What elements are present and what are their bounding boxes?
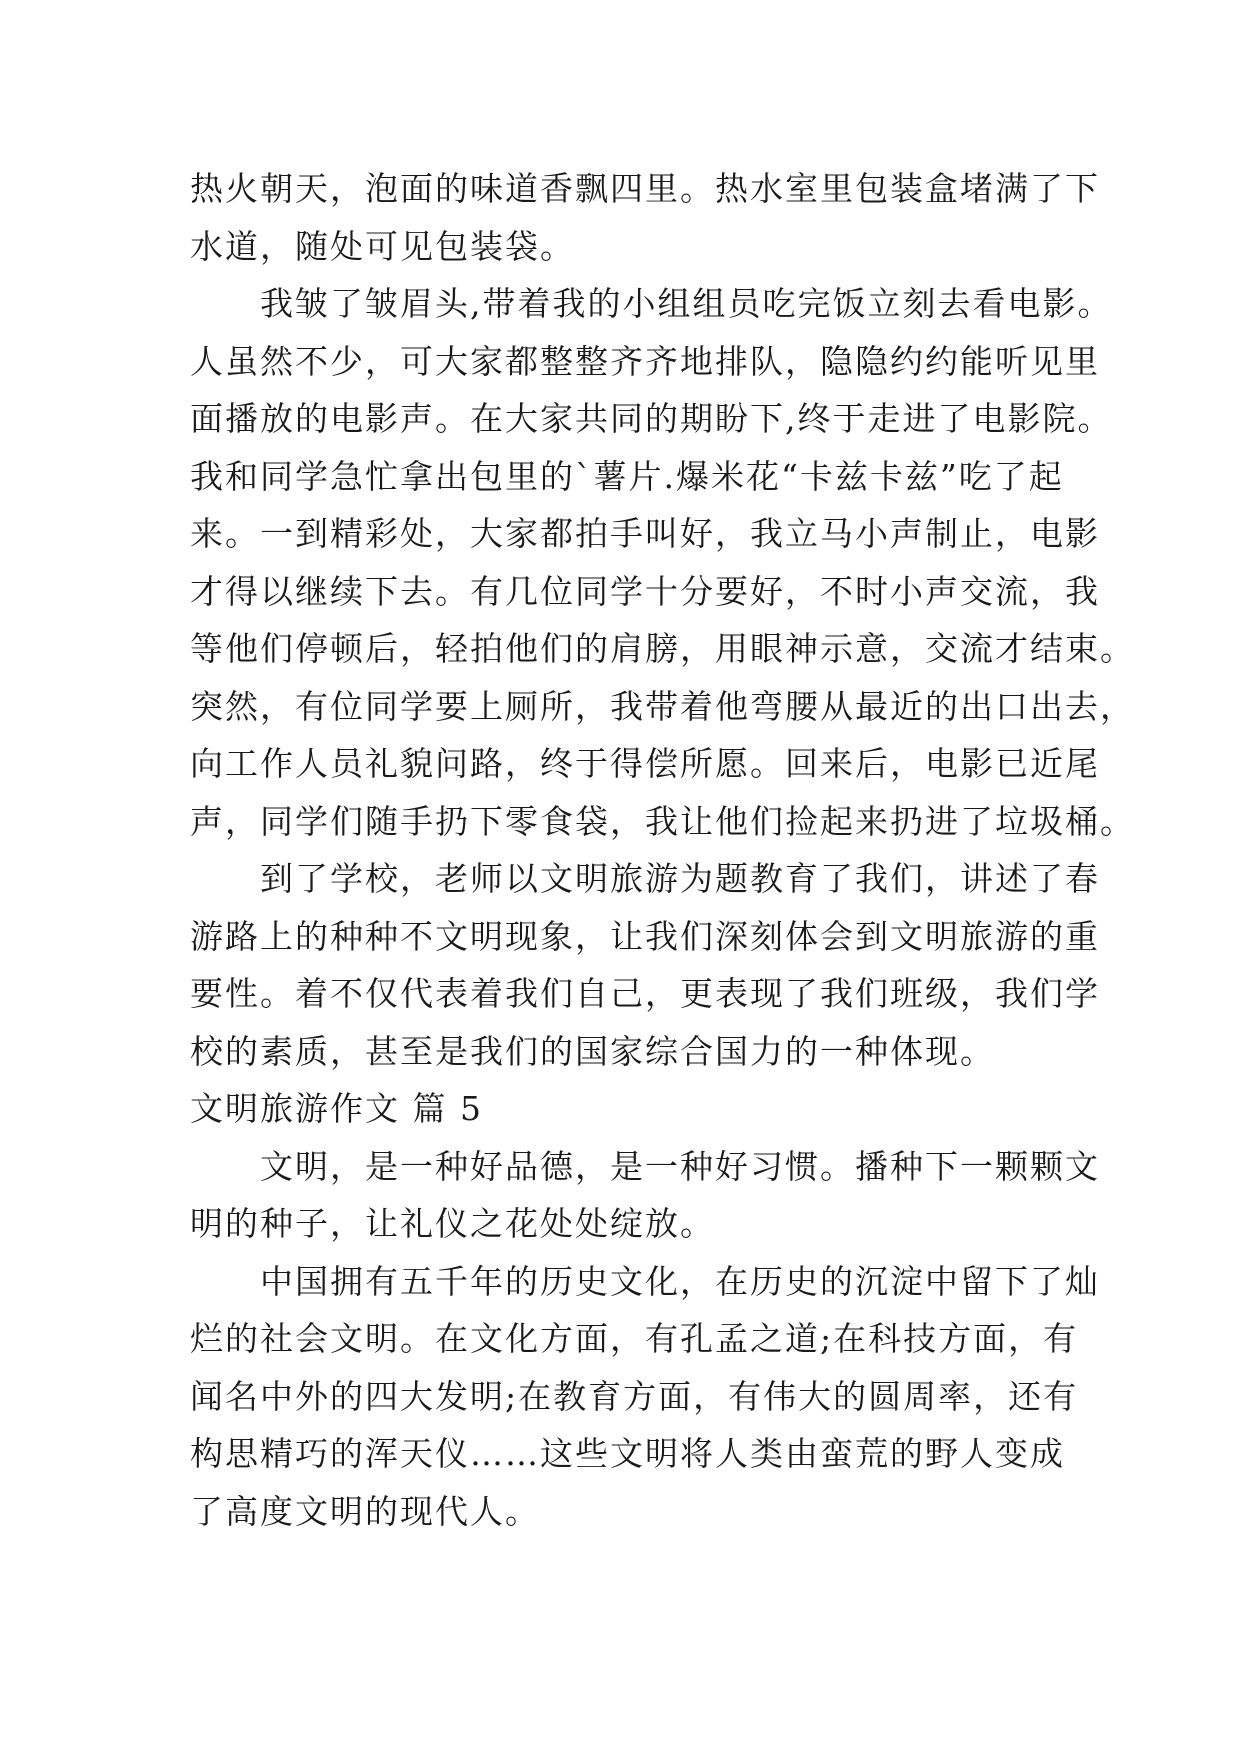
text-line: 中国拥有五千年的历史文化，在历史的沉淀中留下了灿 bbox=[260, 1261, 1100, 1301]
text-line: 要性。着不仅代表着我们自己，更表现了我们班级，我们学 bbox=[190, 974, 1100, 1013]
section-heading: 文明旅游作文 篇 5 bbox=[190, 1089, 483, 1128]
document-body bbox=[190, 160, 1135, 1540]
text-line: 闻名中外的四大发明;在教育方面，有伟大的圆周率，还有 bbox=[190, 1376, 1079, 1416]
text-line: 声，同学们随手扔下零食袋，我让他们捡起来扔进了垃圾桶。 bbox=[190, 801, 1135, 841]
text-line: 校的素质，甚至是我们的国家综合国力的一种体现。 bbox=[190, 1031, 995, 1071]
text-line: 等他们停顿后，轻拍他们的肩膀，用眼神示意，交流才结束。 bbox=[190, 629, 1135, 668]
text-line: 游路上的种种不文明现象，让我们深刻体会到文明旅游的重 bbox=[190, 916, 1100, 956]
text-line: 热火朝天，泡面的味道香飘四里。热水室里包装盒堵满了下 bbox=[190, 169, 1100, 208]
text-line: 构思精巧的浑天仪……这些文明将人类由蛮荒的野人变成 bbox=[190, 1434, 1065, 1473]
text-line: 烂的社会文明。在文化方面，有孔孟之道;在科技方面，有 bbox=[190, 1319, 1079, 1358]
text-line: 到了学校，老师以文明旅游为题教育了我们，讲述了春 bbox=[260, 859, 1100, 898]
text-line: 突然，有位同学要上厕所，我带着他弯腰从最近的出口出去， bbox=[190, 686, 1135, 726]
text-line: 来。一到精彩处，大家都拍手叫好，我立马小声制止，电影 bbox=[190, 514, 1100, 553]
text-line: 了高度文明的现代人。 bbox=[190, 1491, 540, 1531]
text-line: 面播放的电影声。在大家共同的期盼下,终于走进了电影院。 bbox=[190, 399, 1113, 438]
text-line: 水道，随处可见包装袋。 bbox=[190, 226, 575, 266]
text-line: 人虽然不少，可大家都整整齐齐地排队，隐隐约约能听见里 bbox=[190, 341, 1100, 381]
text-line: 明的种子，让礼仪之花处处绽放。 bbox=[190, 1204, 715, 1243]
text-line: 我和同学急忙拿出包里的`薯片.爆米花“卡兹卡兹”吃了起 bbox=[190, 456, 1064, 496]
text-line: 才得以继续下去。有几位同学十分要好，不时小声交流，我 bbox=[190, 571, 1100, 611]
text-line: 文明，是一种好品德，是一种好习惯。播种下一颗颗文 bbox=[260, 1146, 1100, 1186]
text-line: 我皱了皱眉头,带着我的小组组员吃完饭立刻去看电影。 bbox=[260, 284, 1113, 323]
text-line: 向工作人员礼貌问路，终于得偿所愿。回来后，电影已近尾 bbox=[190, 744, 1100, 783]
